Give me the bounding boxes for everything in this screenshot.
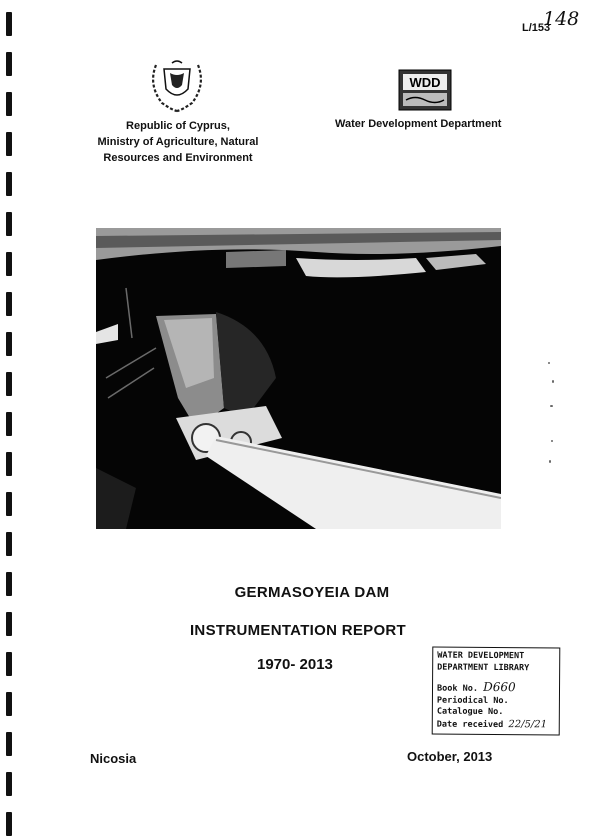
- department-name: Water Development Department: [335, 118, 502, 130]
- city: Nicosia: [90, 751, 137, 766]
- scan-speck: [550, 405, 553, 407]
- spiral-binding: [6, 0, 16, 839]
- stamp-line-1: WATER DEVELOPMENT: [437, 650, 525, 662]
- report-years: 1970- 2013: [257, 656, 333, 673]
- wdd-logo-text: WDD: [409, 75, 441, 90]
- report-subtitle: INSTRUMENTATION REPORT: [189, 622, 407, 639]
- dam-photograph: [96, 228, 501, 529]
- publication-date: October, 2013: [407, 749, 493, 764]
- stamp-line-2: DEPARTMENT LIBRARY: [437, 662, 530, 673]
- report-title: GERMASOYEIA DAM: [234, 584, 390, 601]
- scan-speck: [551, 440, 553, 442]
- ministry-line-1: Republic of Cyprus,: [126, 120, 230, 132]
- library-stamp: [432, 647, 561, 736]
- stamp-received-row: [437, 718, 555, 731]
- handwritten-number: 148: [543, 8, 580, 30]
- stamp-book-label: Book No.: [436, 683, 479, 694]
- stamp-periodical-label: Periodical No.: [436, 695, 509, 706]
- scan-speck: [549, 460, 551, 463]
- stamp-book-value: D660: [483, 679, 516, 695]
- scan-speck: [552, 380, 554, 383]
- scan-speck: [548, 362, 550, 364]
- ministry-name: [88, 118, 268, 166]
- stamp-received-label: Date received: [436, 719, 504, 730]
- reference-code: L/153: [522, 22, 551, 34]
- stamp-catalogue-label: Catalogue No.: [436, 706, 504, 718]
- cyprus-emblem-icon: [142, 55, 212, 113]
- stamp-book-row: [436, 679, 555, 696]
- ministry-line-2: Ministry of Agriculture, Natural: [97, 136, 259, 148]
- wdd-logo-icon: [398, 69, 452, 111]
- stamp-received-value: 22/5/21: [508, 718, 548, 730]
- ministry-line-3: Resources and Environment: [103, 152, 253, 164]
